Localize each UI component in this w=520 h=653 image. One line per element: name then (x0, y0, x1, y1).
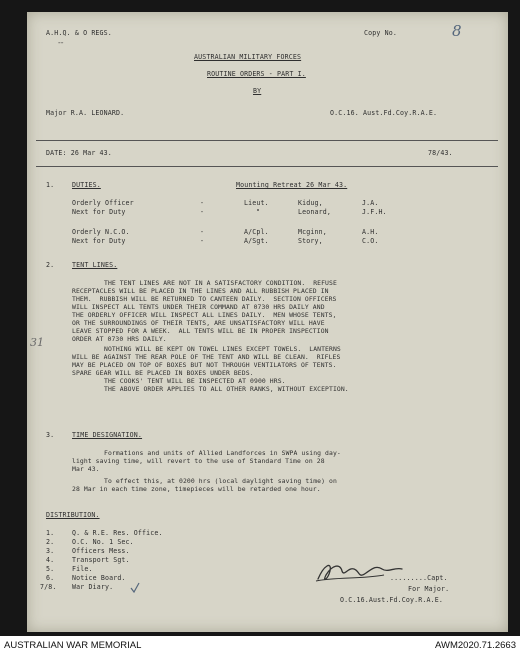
paragraph-line: OR THE SURROUNDINGS OF THEIR TENTS, ARE UNSATISFACTORY WILL HAVE (72, 319, 325, 327)
duty-rank: A/Sgt. (244, 237, 269, 245)
distribution-number: 7/8. (40, 583, 57, 591)
signature-unit: O.C.16.Aust.Fd.Coy.R.A.E. (340, 596, 443, 604)
duty-dash: - (200, 237, 205, 245)
paragraph-line: ORDER AT 0730 HRS DAILY. (72, 335, 167, 343)
section-1-number: 1. (46, 181, 55, 189)
distribution-number: 4. (46, 556, 55, 564)
distribution-item: O.C. No. 1 Sec. (72, 538, 134, 546)
duty-name: Mcginn, (298, 228, 327, 236)
duty-rank: " (256, 208, 261, 216)
signature-for: For Major. (408, 585, 450, 593)
paragraph-line: Formations and units of Allied Landforces in SWPA using day- (104, 449, 341, 457)
order-number: 78/43. (428, 149, 453, 157)
distribution-item: Transport Sgt. (72, 556, 130, 564)
duty-role: Next for Duty (72, 208, 126, 216)
distribution-number: 2. (46, 538, 55, 546)
duty-initials: A.H. (362, 228, 379, 236)
duty-name: Leonard, (298, 208, 331, 216)
distribution-item: File. (72, 565, 93, 573)
distribution-number: 6. (46, 574, 55, 582)
issuing-officer: Major R.A. LEONARD. (46, 109, 125, 117)
duty-initials: C.O. (362, 237, 379, 245)
section-1-heading: DUTIES. (72, 181, 101, 189)
duty-name: Kidug, (298, 199, 323, 207)
copy-number-handwritten: 8 (452, 22, 462, 40)
paragraph-line: MAY BE PLACED ON TOP OF BOXES BUT NOT THROUGH VENTILATORS OF TENTS. (72, 361, 337, 369)
issuing-unit: O.C.16. Aust.Fd.Coy.R.A.E. (330, 109, 438, 117)
document-subtitle: ROUTINE ORDERS - PART I. (207, 70, 306, 78)
duty-dash: - (200, 208, 205, 216)
distribution-number: 1. (46, 529, 55, 537)
distribution-item: War Diary. (72, 583, 114, 591)
paragraph-line: light saving time, will revert to the use of Standard Time on 28 (72, 457, 325, 465)
section-2-number: 2. (46, 261, 55, 269)
section-2-heading: TENT LINES. (72, 261, 118, 269)
duty-initials: J.F.H. (362, 208, 387, 216)
paragraph-line: WILL BE AGAINST THE REAR POLE OF THE TENT AND WILL BE CLEAN. RIFLES (72, 353, 341, 361)
divider-top (36, 140, 498, 141)
duty-name: Story, (298, 237, 323, 245)
duty-role: Next for Duty (72, 237, 126, 245)
duty-dash: - (200, 199, 205, 207)
footer-accession-number: AWM2020.71.2663 (435, 640, 516, 651)
document-reference: A.H.Q. & O REGS. (46, 29, 112, 37)
margin-dash-mark: -- (58, 38, 64, 47)
paragraph-line: To effect this, at 0200 hrs (local daylight saving time) on (104, 477, 337, 485)
footer-institution: AUSTRALIAN WAR MEMORIAL (4, 640, 142, 651)
by-label: BY (253, 87, 262, 95)
section-3-heading: TIME DESIGNATION. (72, 431, 143, 439)
margin-pencil-mark: 31 (30, 336, 44, 349)
paragraph-line: LEAVE STOPPED FOR A WEEK. ALL TENTS WILL BE IN PROPER INSPECTION (72, 327, 329, 335)
duty-rank: A/Cpl. (244, 228, 269, 236)
paragraph-line: SPARE GEAR WILL BE PLACED IN BOXES UNDER BEDS. (72, 369, 254, 377)
paragraph-line: NOTHING WILL BE KEPT ON TOWEL LINES EXCEPT TOWELS. LANTERNS (104, 345, 341, 353)
duty-role: Orderly N.C.O. (72, 228, 130, 236)
order-date: DATE: 26 Mar 43. (46, 149, 112, 157)
distribution-item: Q. & R.E. Res. Office. (72, 529, 163, 537)
duty-dash: - (200, 228, 205, 236)
distribution-item: Notice Board. (72, 574, 126, 582)
section-3-number: 3. (46, 431, 55, 439)
duty-initials: J.A. (362, 199, 379, 207)
paragraph-line: THEM. RUBBISH WILL BE RETURNED TO CANTEEN DAILY. SECTION OFFICERS (72, 295, 337, 303)
document-title: AUSTRALIAN MILITARY FORCES (194, 53, 302, 61)
paragraph-line: RECEPTACLES WILL BE PLACED IN THE LINES AND ALL RUBBISH PLACED IN (72, 287, 329, 295)
distribution-heading: DISTRIBUTION. (46, 511, 100, 519)
signature-line: .........Capt. (390, 574, 448, 582)
divider-bottom (36, 166, 498, 167)
section-1-subheading: Mounting Retreat 26 Mar 43. (236, 181, 348, 189)
paragraph-line: THE ABOVE ORDER APPLIES TO ALL OTHER RANKS, WITHOUT EXCEPTION. (104, 385, 349, 393)
distribution-number: 3. (46, 547, 55, 555)
paragraph-line: 28 Mar in each time zone, timepieces will be retarded one hour. (72, 485, 321, 493)
paragraph-line: THE COOKS' TENT WILL BE INSPECTED AT 0900 HRS. (104, 377, 286, 385)
duty-rank: Lieut. (244, 199, 269, 207)
paragraph-line: WILL INSPECT ALL TENTS UNDER THEIR COMMAND AT 0730 HRS DAILY AND (72, 303, 325, 311)
paragraph-line: THE TENT LINES ARE NOT IN A SATISFACTORY CONDITION. REFUSE (104, 279, 337, 287)
duty-role: Orderly Officer (72, 199, 134, 207)
tick-mark-icon (130, 582, 140, 594)
paragraph-line: Mar 43. (72, 465, 100, 473)
distribution-item: Officers Mess. (72, 547, 130, 555)
copy-number-label: Copy No. (364, 29, 397, 37)
paragraph-line: THE ORDERLY OFFICER WILL INSPECT ALL LINES DAILY. MEN WHOSE TENTS, (72, 311, 337, 319)
distribution-number: 5. (46, 565, 55, 573)
